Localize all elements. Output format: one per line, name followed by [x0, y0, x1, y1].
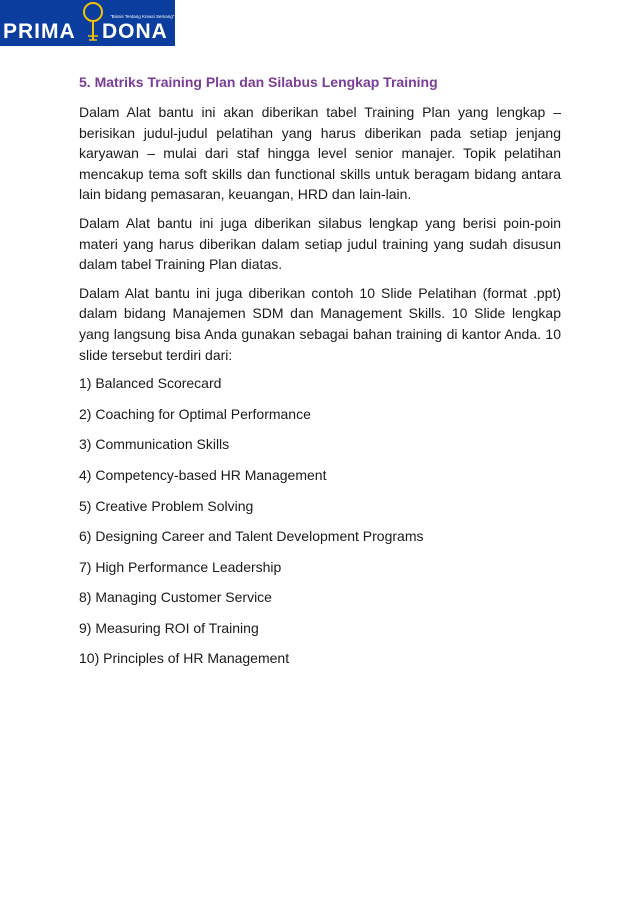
- section-heading: 5. Matriks Training Plan dan Silabus Lengkap Training: [79, 74, 438, 90]
- list-item: 2) Coaching for Optimal Performance: [79, 405, 311, 422]
- paragraph-slides: Dalam Alat bantu ini juga diberikan contoh 10 Slide Pelatihan (format .ppt) dalam bidang Manajemen SDM dan Management Skills. 10 Slide lengkap yang langsung bisa Anda gunakan sebagai bahan training di kantor Anda. 10 slide tersebut terdiri dari:: [79, 284, 561, 363]
- primadona-logo: [0, 0, 175, 46]
- document-body: [79, 72, 561, 679]
- list-item: 1) Balanced Scorecard: [79, 375, 222, 392]
- list-item: 8) Managing Customer Service: [79, 589, 272, 606]
- paragraph-training-plan: Dalam Alat bantu ini akan diberikan tabel Training Plan yang lengkap – berisikan judul-judul pelatihan yang harus diberikan pada setiap jenjang karyawan – mulai dari staf hingga level senior manajer. Topik pelatihan mencakup tema soft skills dan functional skills untuk beragam bidang antara lain bidang pemasaran, keuangan, HRD dan lain-lain.: [79, 104, 561, 203]
- list-item: 10) Principles of HR Management: [79, 650, 290, 667]
- logo-text-left: PRIMA: [3, 20, 76, 43]
- logo-text-right: DONA: [102, 20, 168, 43]
- list-item: 6) Designing Career and Talent Development Programs: [79, 528, 424, 545]
- list-item: 3) Communication Skills: [79, 436, 230, 453]
- logo-tagline: "Bisnis Tentang Kreasi Semang": [110, 14, 175, 19]
- slide-list: [79, 373, 561, 668]
- list-item: 5) Creative Problem Solving: [79, 497, 254, 514]
- list-item: 9) Measuring ROI of Training: [79, 619, 259, 636]
- list-item: 4) Competency-based HR Management: [79, 466, 327, 483]
- list-item: 7) High Performance Leadership: [79, 558, 282, 575]
- paragraph-silabus: Dalam Alat bantu ini juga diberikan silabus lengkap yang berisi poin-poin materi yang harus diberikan dalam setiap judul training yang sudah disusun dalam tabel Training Plan diatas.: [79, 214, 561, 273]
